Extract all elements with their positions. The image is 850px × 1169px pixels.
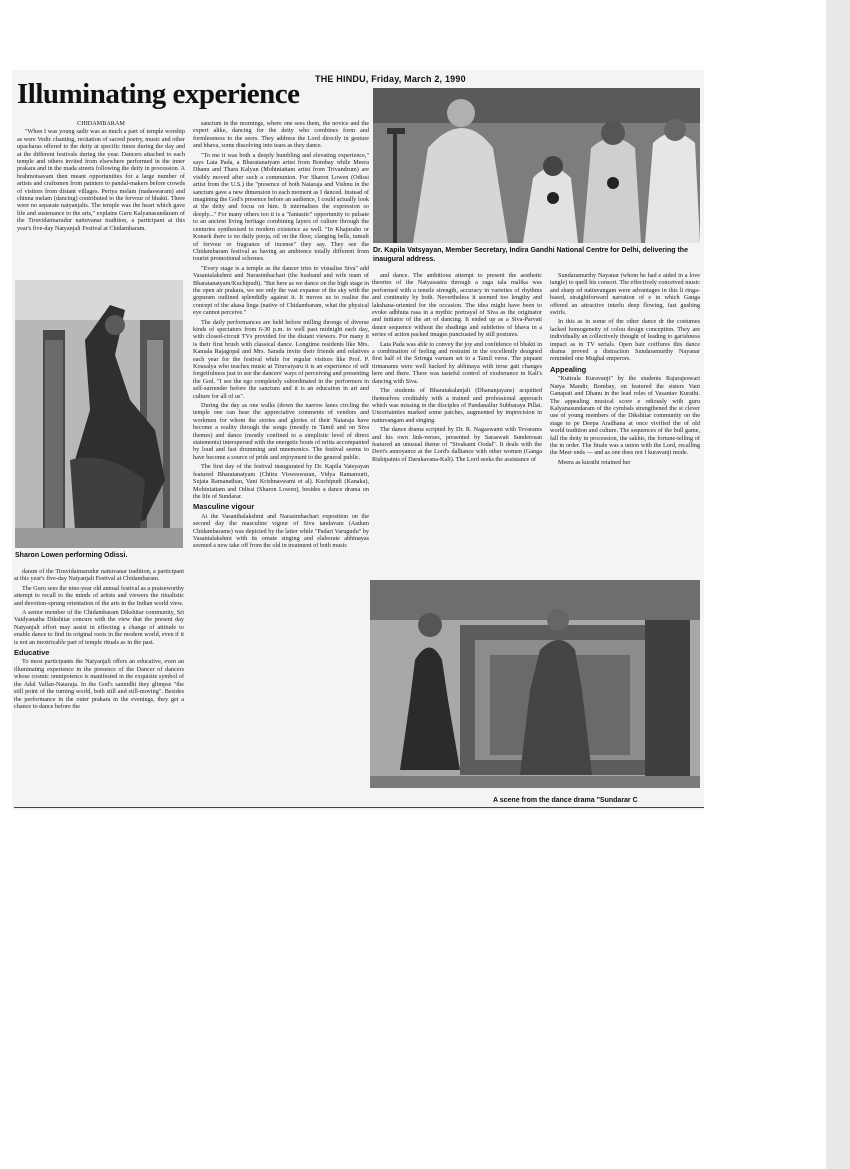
paragraph: Sundaramurthy Nayanar (whom he had e aided in a love tangle) to quell his consort. The effectively conceived music and sharp ed nattuvangam were advantages in this li ringa-based, straightforward narration of e in which Ganga offered an attractive interlu deep flowing, fast gushing swirls. — [550, 272, 700, 317]
paragraph: "To me it was both a deeply humbling and elevating experience," says Lata Pada, a Bharatanatyam artist from Bombay while Meera Dhanu and Thara Kalyan (Mohiniattam artist from Trivandrum) are visibly moved after such a communion. For Sharon Lowen (Odissi artist from the U.S.) the "presence of both Nataraja and Vishnu in the sanctum gave a new dimension to each moment as I danced. Instead of imagining the God's presence before an audience, I could actually look at the deity and focus on him. It internalises the expression so deeply..." For many others too it is a "fantastic" opportunity to pulsate to an ancient living heritage combining layers of culture through the centuries synthesised to modern existence as well. "In Khajuraho or Konark there is no daily pooja, oil on the floor, clanging bells, tumult of fervour or fragrance of incense" they say. They see the Chidambaram festival as having an ambience totally different from tourist promotional schemes. — [193, 151, 369, 263]
paragraph: Meera as kurathi retained her — [558, 458, 631, 466]
subheading-educative: Educative — [14, 648, 50, 658]
photo-inaugural-address — [373, 88, 700, 243]
odissi-dancer-image — [15, 280, 183, 548]
paragraph: and dance. The ambitious attempt to present the aesthetic theories of the Natyasastra through a raga tala malika was performed with a tensile strength, accuracy in varieties of rhythms and continuity by both. Nevertheless it seemed too lengthy and lakshana-oriented for the occasion. The idea might have been to evoke adbhuta rasa in a mythic portrayal of Siva as the originator and initiator of the art of dancing. It ended up as a Siva-Parvati dance sequence without the shadings and subtleties of bhava in a series of action packed images punctuated by still postures. — [372, 272, 542, 339]
paragraph: To most participants the Natyanjali offers an educative, even an illuminating experience in the presence of the Dancer of dancers whose cosmic omnipotence is manifested in the exquisite symbol of the Adal Vallan-Nataraja. In the God's sannidhi they glimpse "the still point of the turning world, both still and still-moving". Besides the performance in the outer prakara in the evenings, they get a chance to dance before the — [14, 658, 184, 710]
paragraph: The first day of the festival inaugurated by Dr. Kapila Vatsyayan featured Bharatanatyam (Chitra Visweswaran, Vidya Ramamurti, Sujata Ramanathan, Vani Krishnaswami et al). Kuchipudi (Kanaka), Mohiniattam and Odissi (Sharon Lowen), besides a dance drama on the life of Sundarar. — [193, 463, 369, 500]
paragraph: In this as in some of the other dance dr the costumes lacked homogeneity of colou design conception. They are individually an collectively thought of leading to garishness impact as in TV serials. Open hair coiffures this dance drama proved a distraction Sundaramurthy Nayanar reminded one Mughal emperors. — [550, 318, 700, 363]
paragraph: sanctum in the mornings, where one sees them, the novice and the expert alike, dancing for the deity who combines form and formlessness to the seers. They address the Lord directly in gesture and bhava, some dissolving into tears as they dance. — [193, 120, 369, 150]
caption-photo-bottom: A scene from the dance drama "Sundarar C — [493, 797, 638, 804]
photo-odissi-dancer — [15, 280, 183, 548]
photo-dance-drama — [370, 580, 700, 788]
caption-photo-left: Sharon Lowen performing Odissi. — [15, 552, 128, 559]
column-2 — [193, 120, 369, 810]
paragraph: "When I was young sadir was as much a part of temple worship as were Vedic chanting, recitation of sacred poetry, music and other upacharas offered to the deity at specific times during the day and at the different festivals during the year. Dancers attached to each temple and others invited from elsewhere performed in the inner prakara and in the mada streets following the deity in procession. A brahmotsavam then meant opportunities for a large number of artists and craftsmen from painters to pandal-makers before crowds of visitors from distant villages. Periya melam (nadaswaram) and chinna melam (dancing) contributed to the fervour of bhakti. There were no separate natyanjalis. The temple was the heart which gave life and sustenance to the arts," explains Guru Kalyanasundaram of the Tiruvidaimarudur nattuvanar tradition, a participant at this year's five-day Natyanjali Festival at Chidambaram. — [17, 128, 185, 232]
bottom-rule — [14, 807, 704, 808]
paragraph: daram of the Tiruvidaimarudur nattuvanar tradition, a participant at this year's five-day Natyanjali Festival at Chidambaram. — [14, 568, 184, 583]
paragraph: A senior member of the Chidambaram Dikshitar community, Sri Vaidyanatha Dikshitar concurs with the view that the present day Natyanjali effort may assist in effecting a change of attitude to enable dance to find its original roots in the modern world, even if it is not an inextricable part of temple rituals as in the past. — [14, 609, 184, 646]
right-page-edge — [826, 0, 850, 1169]
dateline: CHIDAMBARAM — [77, 120, 125, 127]
caption-photo-top: Dr. Kapila Vatsyayan, Member Secretary, Indira Gandhi National Centre for Delhi, delivering the inaugural address. — [373, 247, 688, 263]
dance-drama-image — [370, 580, 700, 788]
column-1-bottom — [14, 568, 184, 808]
subheading-appealing: Appealing — [550, 364, 587, 374]
paragraph: The students of Bharatakalanjali (Dhananjayans) acquitted themselves creditably with a trained and professional approach which was missing in the disciples of Pandanallur Subbaraya Pillai. Uncertainties marked some patches, augmented by imprecision in nattuvangam and singing. — [372, 387, 542, 424]
inaugural-photo-image — [373, 88, 700, 243]
headline: Illuminating experience — [17, 78, 300, 110]
paragraph: At the Vasanthalakshmi and Narasimhachari exposition on the second day the masculine vigour of Siva tandavam (Aadum Chidambarame) was depicted by the latter while "Padari Varugudu" by Vasantalakshmi with its ornate singing and elaborate abhinayas seemed a new take off from the old in treatment of both music — [193, 512, 369, 550]
paragraph: "Kuttrala Kuravanji" by the students Rajarajeswari Natya Mandir, Bombay, on featured the sisters Vani Ganapati and Dhanu in the lead roles of Vasantav Kurathi. The appealing musical score e odiously with guru Kalyanasundaram of the cymbals strengthened the st clever use of young members of the Dikshitar community on the stage to pe Deepa Aradhana at once vivified the of old world tradition and culture. The sequences of the bull game, fall the deity in procession, the sakhis, the fortune-telling of the in order. The finale was a union with the Lord, recalling the Meer ends — and as one does not f kuravanji mode. — [550, 375, 700, 457]
subheading-masculine-vigour: Masculine vigour — [193, 502, 255, 512]
masthead: THE HINDU, Friday, March 2, 1990 — [315, 74, 466, 84]
paragraph: During the day as one walks (down the narrow lanes circling the temple one can hear the appreciative comments of vendors and workmen for whom the stories and glories of their Nataraja have become a reality through the songs (mostly in Tamil and on Siva themes) and dance (mostly confined to a simplistic level of direct statements) interspersed with the energetic bouts of nritta accompanied by loud and fast drumming and mnemonics. The festival seems to have become a source of pride and enjoyment to the general public. — [193, 402, 369, 461]
paragraph: The Guru sees the nine-year old annual festival as a praiseworthy attempt to recall to the minds of artists and viewers the ritualistic and devotion-sprung orientation of the arts in the Indian world view. — [14, 584, 184, 607]
column-4 — [550, 272, 700, 577]
paragraph: "Every stage is a temple as the dancer tries to visualise Siva" add Vasantalakshmi and Narasimhachari (the husband and wife team of Bharatanatyam/Kuchipudi). "But here as we dance on the high stage in the open air prakara, we see only the vast expanse of the sky with the gopuram outlined splendidly against it. It moves us to realise the concept of the akasa linga (native of Chidambaram, what the physical eye cannot perceive." — [193, 264, 369, 317]
paragraph: The dance drama scripted by Dr. R. Nagaswami with Tevarams and his own link-verses, presented by Saraswati Sunderesan featured an unusual theme of "Sivakami Oodal". It deals with the Devi's annoyance at the Lord's dalliance with other women (Ganga Rishipatnis of Darukavana-Kali). The Lord seeks the assistance of — [372, 426, 542, 463]
paragraph: Lata Pada was able to convey the joy and confidence of bhakti in a combination of feeling and restraint in the excellently designed first half of the Srirnga varnam set to a Tamil verse. The piquant tirmanams were well backed by abhinaya with terse gati changes here and there. There was tasteful control of exuberance in Kali's dancing with Siva. — [372, 340, 542, 385]
column-3 — [372, 272, 542, 577]
paragraph: The daily performances are held before milling throngs of diverse kinds of spectators from 6-30 p.m. to well past midnight each day, with closed-circuit TVs provided for the distant viewers. For many it is their first brush with classical dance. Longtime residents like Mrs. Kamala Rajagopal and Mrs. Sarada invite their friends and relatives each year for the festival while for regular visitors like Prof. P. Kousalya who teaches music at Tiruvaiyaru it is an experience of self forgetfulness just to see the dancers' ways of perceiving and presenting the God. "I see the ego completely subordinated in the performers in self-surrender before the sanctum and it is an education in art and culture for all of us". — [193, 318, 369, 400]
column-1-top — [17, 120, 185, 270]
